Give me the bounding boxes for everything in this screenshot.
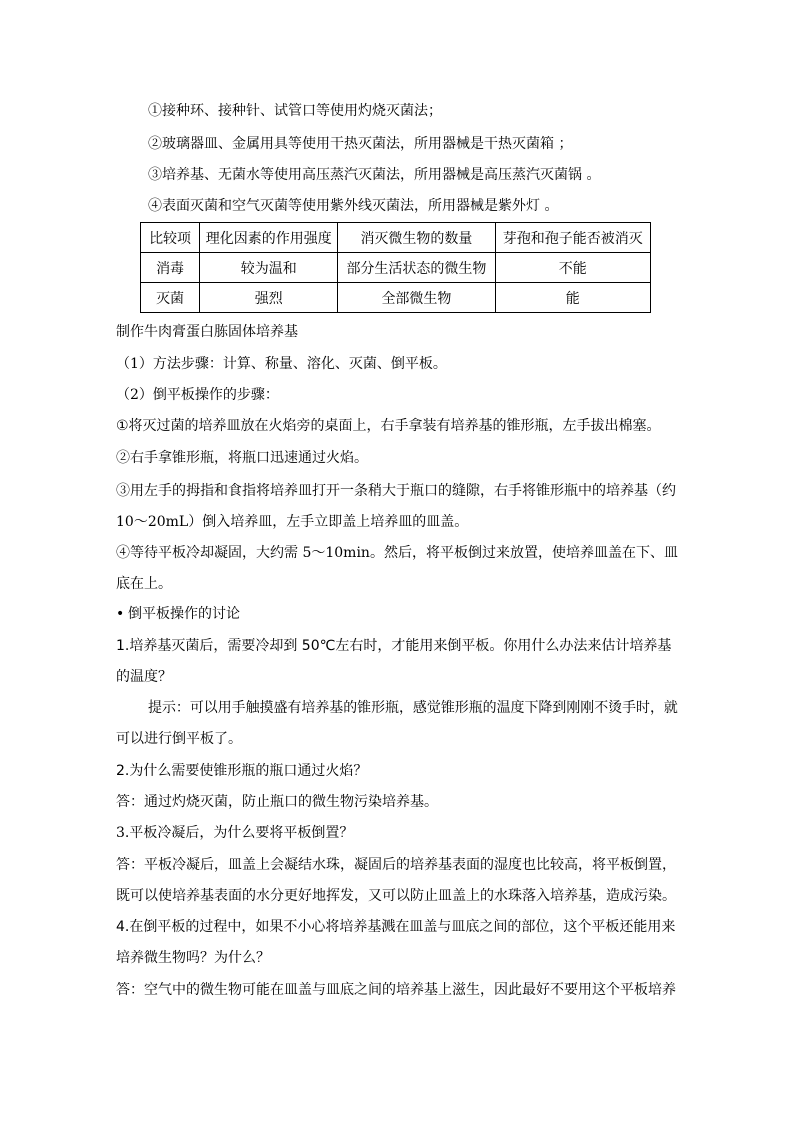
question-3: 3.平板冷凝后，为什么要将平板倒置？ bbox=[116, 825, 354, 841]
pour-step-3-line-1: ③用左手的拇指和食指将培养皿打开一条稍大于瓶口的缝隙，右手将锥形瓶中的培养基（约 bbox=[116, 483, 676, 499]
answer-3-line-1: 答：平板冷凝后，皿盖上会凝结水珠，凝固后的培养基表面的湿度也比较高，将平板倒置， bbox=[116, 857, 676, 873]
question-4-line-1: 4.在倒平板的过程中，如果不小心将培养基溅在皿盖与皿底之间的部位，这个平板还能用来 bbox=[116, 919, 676, 935]
table-cell: 较为温和 bbox=[200, 253, 338, 283]
method-line-4: ④表面灭菌和空气灭菌等使用紫外线灭菌法，所用器械是紫外灯 。 bbox=[148, 198, 559, 214]
pour-step-4-line-1: ④等待平板冷却凝固，大约需 5～10min。然后，将平板倒过来放置，使培养皿盖在下、皿 bbox=[116, 545, 678, 561]
method-line-3: ③培养基、无菌水等使用高压蒸汽灭菌法，所用器械是高压蒸汽灭菌锅 。 bbox=[148, 167, 601, 183]
answer-2: 答：通过灼烧灭菌，防止瓶口的微生物污染培养基。 bbox=[116, 794, 438, 810]
pour-step-3-line-2: 10～20mL）倒入培养皿，左手立即盖上培养皿的皿盖。 bbox=[116, 514, 469, 530]
pour-step-1: ①将灭过菌的培养皿放在火焰旁的桌面上，右手拿装有培养基的锥形瓶，左手拔出棉塞。 bbox=[116, 418, 661, 434]
table-cell: 灭菌 bbox=[141, 283, 200, 313]
table-header-cell: 消灭微生物的数量 bbox=[338, 223, 495, 253]
table-cell: 强烈 bbox=[200, 283, 338, 313]
table-header-row bbox=[141, 223, 651, 253]
table-row bbox=[141, 253, 651, 283]
table-cell: 能 bbox=[495, 283, 651, 313]
table-cell: 消毒 bbox=[141, 253, 200, 283]
table-row bbox=[141, 283, 651, 313]
steps-heading: （2）倒平板操作的步骤： bbox=[116, 387, 279, 403]
table-header-cell: 芽孢和孢子能否被消灭 bbox=[495, 223, 651, 253]
answer-1-line-2: 可以进行倒平板了。 bbox=[116, 731, 242, 747]
answer-4-line-1: 答：空气中的微生物可能在皿盖与皿底之间的培养基上滋生，因此最好不要用这个平板培养 bbox=[116, 982, 676, 998]
question-2: 2.为什么需要使锥形瓶的瓶口通过火焰？ bbox=[116, 763, 368, 779]
section-title: 制作牛肉膏蛋白胨固体培养基 bbox=[116, 324, 298, 340]
method-line-2: ②玻璃器皿、金属用具等使用干热灭菌法，所用器械是干热灭菌箱 ； bbox=[148, 136, 573, 152]
discussion-heading: 倒平板操作的讨论 bbox=[128, 606, 240, 622]
table-cell: 全部微生物 bbox=[338, 283, 495, 313]
table-cell: 部分生活状态的微生物 bbox=[338, 253, 495, 283]
question-4-line-2: 培养微生物吗？为什么？ bbox=[116, 950, 270, 966]
comparison-table bbox=[140, 222, 651, 313]
steps-intro: （1）方法步骤：计算、称量、溶化、灭菌、倒平板。 bbox=[116, 356, 447, 372]
pour-step-2: ②右手拿锥形瓶，将瓶口迅速通过火焰。 bbox=[116, 450, 368, 466]
pour-step-4-line-2: 底在上。 bbox=[116, 576, 172, 592]
bullet-icon: • bbox=[116, 606, 125, 622]
question-1-line-1: 1.培养基灭菌后，需要冷却到 50℃左右时，才能用来倒平板。你用什么办法来估计培养基 bbox=[116, 638, 672, 654]
answer-1-line-1: 提示：可以用手触摸盛有培养基的锥形瓶，感觉锥形瓶的温度下降到刚刚不烫手时，就 bbox=[148, 700, 678, 716]
question-1-line-2: 的温度？ bbox=[116, 669, 172, 685]
method-line-1: ①接种环、接种针、试管口等使用灼烧灭菌法； bbox=[148, 103, 442, 119]
table-cell: 不能 bbox=[495, 253, 651, 283]
table-header-cell: 比较项 bbox=[141, 223, 200, 253]
table-header-cell: 理化因素的作用强度 bbox=[200, 223, 338, 253]
answer-3-line-2: 既可以使培养基表面的水分更好地挥发，又可以防止皿盖上的水珠落入培养基，造成污染。 bbox=[116, 888, 676, 904]
